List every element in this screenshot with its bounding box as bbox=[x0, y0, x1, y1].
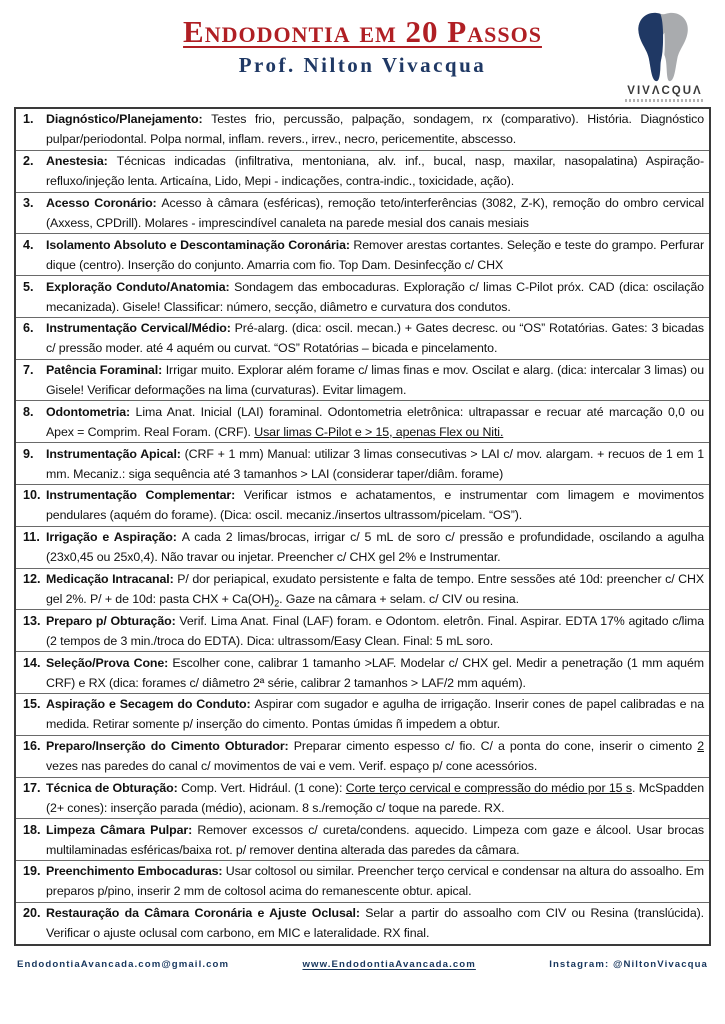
step-title: Medicação Intracanal: bbox=[46, 571, 178, 586]
step-body-segment: Escolher cone, calibrar 1 tamanho >LAF. Modelar c/ CHX gel. Medir a penetração (1 mm aquém CRF) e RX (dica: forames c/ diâmetro 2ª série, calibrar 2 tamanhos > LAF/2 mm aquém). bbox=[46, 655, 704, 690]
step-row bbox=[16, 693, 709, 735]
step-body-segment: Remover arestas cortantes. Seleção e teste do grampo. Perfurar dique (centro). Inserção do conjunto. Amarria com fio. Top Dam. Desinfecção c/ CHX bbox=[46, 237, 704, 272]
step-number: 14. bbox=[23, 655, 41, 670]
step-row bbox=[16, 192, 709, 234]
step-body-segment: Corte terço cervical e compressão do médio por 15 s bbox=[345, 780, 632, 795]
step-body-segment: Lima Anat. Inicial (LAI) foraminal. Odontometria eletrônica: ultrapassar e recuar até marcação 0,0 ou Apex = Comprim. Real Foram. (CRF). bbox=[46, 404, 704, 439]
step-body-segment: Irrigar muito. Explorar além forame c/ limas finas e mov. Oscilat e alarg. (dica: intercalar 3 limas) ou Gisele! Verificar deformações na lima (curvaturas). Evitar limagem. bbox=[46, 363, 704, 398]
step-body-segment: . Gaze na câmara + selam. c/ CIV ou resina. bbox=[279, 591, 519, 606]
step-text bbox=[46, 109, 709, 149]
step-body-segment: Preparar cimento espesso c/ fio. C/ a ponta do cone, inserir o cimento bbox=[293, 739, 698, 754]
step-body-segment: Acesso à câmara (esféricas), remoção teto/interferências (3082, Z-K), remoção do ombro cervical (Axxess, CPDrill). Molares - imprescindível canaleta na parede mesial dos canais mesiais bbox=[46, 195, 705, 230]
step-text bbox=[46, 444, 709, 484]
step-body-segment: Pré-alarg. (dica: oscil. mecan.) + Gates decresc. ou “OS” Rotatórias. Gates: 3 bicadas c/ pressão moder. até 4 aquém ou curvat. “OS” Rotatórias – bicada e pincelamento. bbox=[46, 321, 704, 356]
step-body-segment: Sondagem das embocaduras. Exploração c/ limas C-Pilot próx. CAD (dica: oscilação mecanizada). Gisele! Classificar: número, secção, diâmetro e curvatura dos condutos. bbox=[46, 279, 704, 314]
step-title: Instrumentação Complementar: bbox=[46, 488, 244, 503]
step-row bbox=[16, 818, 709, 860]
step-body-segment: Técnicas indicadas (infiltrativa, mentoniana, alv. inf., bucal, nasp, maxilar, nasopalatina) Aspiração-refluxo/injeção lenta. Articaína, Lido, Mepi - indicações, contra-indic., toxicidade, ação). bbox=[46, 154, 704, 189]
step-text bbox=[46, 736, 709, 776]
step-title: Diagnóstico/Planejamento: bbox=[46, 112, 212, 127]
step-text bbox=[46, 485, 709, 525]
step-body-segment: Usar coltosol ou similar. Preencher terço cervical e condensar na altura do assoalho. Em preparos p/pino, inserir 2 mm de coltosol acima do remanescente obtur. apical. bbox=[46, 864, 704, 899]
footer-instagram-link[interactable]: Instagram: @NiltonVivacqua bbox=[549, 959, 708, 970]
step-title: Restauração da Câmara Coronária e Ajuste Oclusal: bbox=[46, 906, 366, 921]
step-title: Irrigação e Aspiração: bbox=[46, 530, 182, 545]
step-row bbox=[16, 233, 709, 275]
step-text bbox=[46, 193, 709, 233]
step-text bbox=[46, 569, 709, 609]
footer-website-link[interactable]: www.EndodontiaAvancada.com bbox=[302, 959, 476, 970]
step-text bbox=[46, 151, 709, 191]
step-title: Seleção/Prova Cone: bbox=[46, 655, 173, 670]
step-row bbox=[16, 150, 709, 192]
step-title: Anestesia: bbox=[46, 154, 117, 169]
step-row bbox=[16, 484, 709, 526]
step-row bbox=[16, 317, 709, 359]
step-row bbox=[16, 359, 709, 401]
step-body-segment: Usar limas C-Pilot e > 15, apenas Flex ou Niti. bbox=[254, 424, 504, 439]
step-body-segment: Verif. Lima Anat. Final (LAF) foram. e Odontom. eletrôn. Final. Aspirar. EDTA 17% agitado c/lima (2 tempos de 3 min./troca do EDTA). Dica: ultrassom/Easy Clean. Final: 5 mL soro. bbox=[46, 613, 704, 648]
step-body-segment: Remover excessos c/ cureta/condens. aquecido. Limpeza com gaze e álcool. Usar brocas multilaminadas esféricas/baixa rot. p/ remover dentina alterada das paredes da câmara. bbox=[46, 822, 704, 857]
step-title: Preparo/Inserção do Cimento Obturador: bbox=[46, 739, 294, 754]
page-subtitle: Prof. Nilton Vivacqua bbox=[238, 52, 487, 77]
step-text bbox=[46, 903, 709, 943]
step-text bbox=[46, 277, 709, 317]
step-text bbox=[46, 235, 709, 275]
step-number: 5. bbox=[23, 279, 34, 294]
step-body-segment: Testes frio, percussão, palpação, sondagem, rx (comparativo). História. Diagnóstico pulpar/periodontal. Polpa normal, inflam. revers., irrev., necro, pericementite, abscesso. bbox=[46, 112, 704, 147]
step-title: Instrumentação Apical: bbox=[46, 446, 185, 461]
logo-tagline bbox=[625, 99, 705, 102]
step-body-segment: A cada 2 limas/brocas, irrigar c/ 5 mL de soro c/ pressão e profundidade, oscilando a agulha (23x0,45 ou 25x0,4). Não travar ou injetar. Preencher c/ CHX gel 2% e Instrumentar. bbox=[46, 530, 704, 565]
step-text bbox=[46, 611, 709, 651]
step-row bbox=[16, 777, 709, 819]
step-number: 12. bbox=[23, 571, 41, 586]
step-row bbox=[16, 860, 709, 902]
step-title: Odontometria: bbox=[46, 404, 136, 419]
step-title: Isolamento Absoluto e Descontaminação Coronária: bbox=[46, 237, 354, 252]
step-row bbox=[16, 609, 709, 651]
step-number: 18. bbox=[23, 822, 41, 837]
step-body-segment: Comp. Vert. Hidrául. (1 cone): bbox=[181, 780, 346, 795]
step-body-segment: Aspirar com sugador e agulha de irrigação. Inserir cones de papel calibradas e na medida. Retirar somente p/ inserção do cimento. Pontas úmidas ñ impedem a obtur. bbox=[46, 697, 704, 732]
tooth-logo-icon bbox=[617, 10, 713, 84]
step-number: 3. bbox=[23, 195, 34, 210]
logo bbox=[617, 10, 713, 102]
step-row bbox=[16, 442, 709, 484]
step-body-segment: 2 bbox=[274, 598, 280, 609]
step-number: 1. bbox=[23, 112, 34, 127]
page-title: Endodontia em 20 Passos bbox=[183, 14, 542, 49]
step-number: 19. bbox=[23, 864, 41, 879]
step-number: 2. bbox=[23, 154, 34, 169]
step-row bbox=[16, 651, 709, 693]
step-row bbox=[16, 902, 709, 944]
step-title: Limpeza Câmara Pulpar: bbox=[46, 822, 198, 837]
step-text bbox=[46, 653, 709, 693]
step-text bbox=[46, 360, 709, 400]
step-body-segment: 2 bbox=[697, 739, 704, 754]
step-number: 15. bbox=[23, 697, 41, 712]
step-body-segment: (CRF + 1 mm) Manual: utilizar 3 limas consecutivas > LAI c/ mov. alargam. + recuos de 1 em 1 mm. Mecaniz.: siga sequência até 3 tamanhos > LAI (considerar taper/diâm. forame) bbox=[46, 446, 705, 481]
step-row bbox=[16, 275, 709, 317]
step-title: Técnica de Obturação: bbox=[46, 780, 182, 795]
footer-email-link[interactable]: EndodontiaAvancada.com@gmail.com bbox=[17, 959, 230, 970]
step-row bbox=[16, 109, 709, 150]
step-row bbox=[16, 526, 709, 568]
step-number: 4. bbox=[23, 237, 34, 252]
step-title: Patência Foraminal: bbox=[46, 363, 166, 378]
step-number: 9. bbox=[23, 446, 34, 461]
step-title: Instrumentação Cervical/Médio: bbox=[46, 321, 235, 336]
step-number: 7. bbox=[23, 363, 34, 378]
step-body-segment: . McSpadden (2+ cones): inserção parada (médio), acionam. 8 s./remoção c/ toque na parede. RX. bbox=[46, 780, 704, 815]
step-text bbox=[46, 402, 709, 442]
step-number: 13. bbox=[23, 613, 41, 628]
step-title: Exploração Conduto/Anatomia: bbox=[46, 279, 235, 294]
step-text bbox=[46, 861, 709, 901]
steps-table bbox=[14, 107, 711, 946]
step-text bbox=[46, 318, 709, 358]
step-number: 8. bbox=[23, 404, 34, 419]
step-number: 11. bbox=[23, 530, 40, 545]
step-title: Preenchimento Embocaduras: bbox=[46, 864, 226, 879]
step-row bbox=[16, 400, 709, 442]
step-row bbox=[16, 735, 709, 777]
step-number: 17. bbox=[23, 780, 41, 795]
step-title: Acesso Coronário: bbox=[46, 195, 162, 210]
step-body-segment: P/ dor periapical, exudato persistente e falta de tempo. Entre sessões até 10d: preencher c/ CHX gel 2%. P/ + de 10d: pasta CHX + Ca(OH) bbox=[46, 571, 705, 606]
footer bbox=[17, 959, 708, 970]
step-number: 10. bbox=[23, 488, 41, 503]
step-text bbox=[46, 778, 709, 818]
step-text bbox=[46, 694, 709, 734]
step-body-segment: Selar a partir do assoalho com CIV ou Resina (translúcida). Verificar o ajuste oclusal com carbono, em MIC e lateralidade. RX final. bbox=[46, 906, 704, 941]
step-title: Preparo p/ Obturação: bbox=[46, 613, 180, 628]
step-row bbox=[16, 568, 709, 610]
step-number: 20. bbox=[23, 906, 41, 921]
step-body-segment: Verificar istmos e achatamentos, e instrumentar com limagem e movimentos pendulares (aquém do forame). (Dica: oscil. mecaniz./insertos ultrassom/picelam. “OS”). bbox=[46, 488, 704, 523]
step-text bbox=[46, 527, 709, 567]
step-text bbox=[46, 820, 709, 860]
step-title: Aspiração e Secagem do Conduto: bbox=[46, 697, 255, 712]
logo-brand-text: VIVΛCQUΛ bbox=[627, 85, 703, 97]
step-body-segment: vezes nas paredes do canal c/ movimentos de vai e vem. Verif. espaço p/ cone acessórios. bbox=[46, 759, 538, 774]
step-number: 16. bbox=[23, 739, 41, 754]
step-number: 6. bbox=[23, 321, 34, 336]
